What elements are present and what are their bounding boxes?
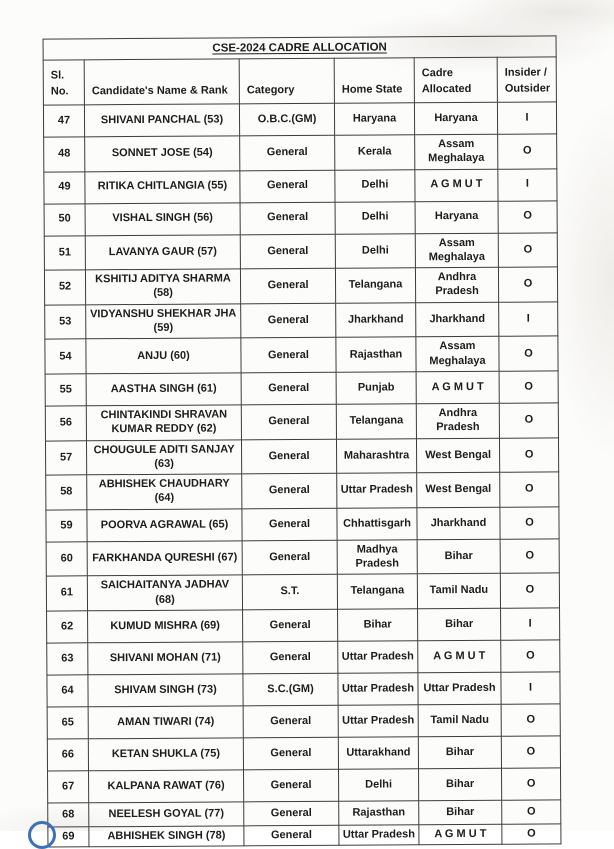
- cell-home-state: Jharkhand: [336, 303, 416, 338]
- cell-candidate-name: NEELESH GOYAL (77): [89, 802, 244, 827]
- cell-insider-outsider: O: [499, 336, 558, 371]
- cell-home-state: Uttar Pradesh: [338, 705, 418, 737]
- cell-candidate-name: KUMUD MISHRA (69): [88, 610, 243, 643]
- cell-candidate-name: AASTHA SINGH (61): [86, 373, 241, 406]
- cell-sl-no: 61: [46, 576, 87, 611]
- cell-insider-outsider: I: [499, 302, 558, 337]
- cell-candidate-name: ABHISHEK CHAUDHARY (64): [87, 474, 242, 510]
- table-row: [47, 736, 560, 771]
- table-row: [44, 201, 557, 236]
- cell-candidate-name: SONNET JOSE (54): [85, 136, 240, 172]
- cell-category: General: [242, 508, 337, 541]
- cell-home-state: Delhi: [335, 233, 415, 268]
- cell-category: General: [241, 439, 336, 474]
- cell-home-state: Uttar Pradesh: [339, 825, 419, 846]
- cell-cadre-allocated: Jharkhand: [416, 302, 499, 337]
- cell-candidate-name: KALPANA RAWAT (76): [89, 770, 244, 803]
- cell-candidate-name: CHOUGULE ADITI SANJAY (63): [86, 439, 241, 475]
- column-header-insider-outsider: Insider / Outsider: [497, 57, 556, 102]
- cell-insider-outsider: O: [498, 201, 557, 233]
- cell-home-state: Chhattisgarh: [337, 508, 417, 540]
- cell-insider-outsider: O: [501, 704, 560, 736]
- cell-home-state: Rajasthan: [339, 801, 419, 825]
- cell-sl-no: 58: [46, 475, 87, 510]
- cell-cadre-allocated: Assam Meghalaya: [415, 134, 498, 169]
- cell-category: General: [240, 135, 335, 170]
- cell-sl-no: 54: [45, 339, 86, 374]
- cell-cadre-allocated: Tamil Nadu: [418, 704, 501, 737]
- cell-sl-no: 62: [47, 611, 88, 643]
- cell-sl-no: 68: [48, 803, 89, 827]
- cell-cadre-allocated: A G M U T: [418, 640, 501, 673]
- cell-cadre-allocated: Assam Meghalaya: [416, 337, 499, 372]
- cell-sl-no: 51: [44, 235, 85, 270]
- cell-cadre-allocated: Andhra Pradesh: [416, 403, 499, 438]
- cell-insider-outsider: O: [500, 507, 559, 539]
- cell-insider-outsider: O: [498, 134, 557, 169]
- table-row: [43, 102, 556, 137]
- table-row: [44, 233, 557, 271]
- table-row: [45, 302, 558, 340]
- table-row: [47, 672, 560, 707]
- cell-category: General: [240, 170, 335, 203]
- cell-insider-outsider: O: [500, 539, 559, 574]
- cell-category: General: [243, 737, 338, 770]
- cell-category: General: [240, 234, 335, 269]
- cell-home-state: Uttar Pradesh: [338, 673, 418, 705]
- cell-insider-outsider: O: [498, 233, 557, 268]
- cell-candidate-name: SHIVANI PANCHAL (53): [84, 104, 239, 137]
- cell-candidate-name: POORVA AGRAWAL (65): [87, 509, 242, 542]
- cadre-allocation-table: [43, 35, 561, 847]
- cell-home-state: Punjab: [336, 372, 416, 404]
- cell-category: General: [240, 202, 335, 235]
- table-row: [46, 472, 559, 510]
- cell-home-state: Telangana: [337, 574, 417, 609]
- cell-category: General: [243, 609, 338, 642]
- cell-insider-outsider: O: [502, 800, 561, 824]
- cell-home-state: Delhi: [335, 201, 415, 233]
- cell-cadre-allocated: Jharkhand: [417, 507, 500, 540]
- cell-insider-outsider: O: [500, 573, 559, 608]
- table-row: [45, 371, 558, 406]
- cell-candidate-name: FARKHANDA QURESHI (67): [87, 541, 242, 577]
- cell-category: General: [240, 268, 335, 303]
- cell-insider-outsider: I: [501, 672, 560, 704]
- cell-category: General: [242, 473, 337, 508]
- cell-sl-no: 63: [47, 643, 88, 675]
- cell-home-state: Rajasthan: [336, 337, 416, 372]
- cell-category: General: [244, 825, 339, 846]
- cell-category: General: [241, 338, 336, 373]
- cell-cadre-allocated: A G M U T: [416, 371, 499, 404]
- cell-cadre-allocated: Andhra Pradesh: [415, 267, 498, 302]
- cell-cadre-allocated: West Bengal: [417, 472, 500, 507]
- cell-sl-no: 52: [44, 270, 85, 305]
- cell-home-state: Haryana: [334, 103, 414, 135]
- cell-sl-no: 56: [45, 406, 86, 441]
- cell-home-state: Telangana: [336, 404, 416, 439]
- table-row: [46, 573, 559, 611]
- cell-insider-outsider: O: [499, 403, 558, 438]
- cell-candidate-name: ANJU (60): [86, 338, 241, 374]
- cell-cadre-allocated: A G M U T: [419, 824, 502, 845]
- cell-cadre-allocated: A G M U T: [415, 169, 498, 202]
- cell-cadre-allocated: West Bengal: [416, 438, 499, 473]
- cell-home-state: Telangana: [335, 268, 415, 303]
- cell-sl-no: 64: [47, 675, 88, 707]
- cell-candidate-name: LAVANYA GAUR (57): [85, 234, 240, 270]
- table-row: [47, 640, 560, 675]
- cell-candidate-name: SAICHAITANYA JADHAV (68): [87, 575, 242, 611]
- cell-category: General: [243, 641, 338, 674]
- cell-cadre-allocated: Bihar: [417, 539, 500, 574]
- cell-sl-no: 69: [48, 827, 89, 848]
- cell-category: General: [243, 705, 338, 738]
- column-header-sl-no: Sl. No.: [43, 60, 84, 105]
- cell-candidate-name: AMAN TIWARI (74): [88, 706, 243, 739]
- cell-category: General: [244, 801, 339, 826]
- cell-cadre-allocated: Bihar: [418, 608, 501, 641]
- column-header-home-state: Home State: [334, 58, 414, 103]
- cell-sl-no: 50: [44, 203, 85, 235]
- table-row: [44, 169, 557, 204]
- table-row: [45, 403, 558, 441]
- partial-circle-logo-icon: [28, 821, 56, 849]
- cell-sl-no: 60: [46, 542, 87, 577]
- column-header-category: Category: [239, 58, 334, 104]
- cell-category: O.B.C.(GM): [239, 103, 334, 136]
- cell-sl-no: 67: [48, 771, 89, 803]
- cell-candidate-name: VIDYANSHU SHEKHAR JHA (59): [86, 304, 241, 340]
- table-row: [45, 437, 558, 475]
- cell-home-state: Kerala: [335, 135, 415, 170]
- table-row: [46, 507, 559, 542]
- cell-category: General: [242, 540, 337, 575]
- cell-category: General: [241, 303, 336, 338]
- cell-insider-outsider: O: [501, 736, 560, 768]
- table-row: [48, 768, 561, 803]
- cell-category: S.T.: [242, 575, 337, 610]
- table-row: [47, 704, 560, 739]
- cell-home-state: Bihar: [338, 609, 418, 641]
- cell-home-state: Madhya Pradesh: [337, 540, 417, 575]
- cell-cadre-allocated: Tamil Nadu: [417, 574, 500, 609]
- cell-insider-outsider: O: [500, 472, 559, 507]
- table-row: [44, 134, 557, 172]
- cell-insider-outsider: I: [498, 169, 557, 201]
- cell-candidate-name: SHIVAM SINGH (73): [88, 674, 243, 707]
- cell-cadre-allocated: Bihar: [419, 800, 502, 825]
- column-header-candidate-name-rank: Candidate's Name & Rank: [84, 59, 239, 105]
- cell-candidate-name: KETAN SHUKLA (75): [88, 738, 243, 771]
- header-row: [43, 57, 556, 105]
- cell-candidate-name: ABHISHEK SINGH (78): [89, 826, 244, 847]
- cell-insider-outsider: O: [502, 824, 561, 845]
- cell-sl-no: 53: [45, 305, 86, 340]
- table-row: [48, 800, 561, 827]
- cell-insider-outsider: O: [498, 267, 557, 302]
- cell-candidate-name: CHINTAKINDI SHRAVAN KUMAR REDDY (62): [86, 405, 241, 441]
- cell-home-state: Delhi: [335, 169, 415, 201]
- cell-home-state: Uttarakhand: [338, 737, 418, 769]
- cell-cadre-allocated: Bihar: [419, 768, 502, 801]
- table-row: [44, 267, 557, 305]
- cell-sl-no: 49: [44, 171, 85, 203]
- table-row: [45, 336, 558, 374]
- cell-cadre-allocated: Bihar: [418, 736, 501, 769]
- cell-cadre-allocated: Haryana: [415, 201, 498, 234]
- document-title: CSE-2024 CADRE ALLOCATION: [212, 40, 387, 55]
- cell-home-state: Uttar Pradesh: [337, 473, 417, 508]
- cell-category: General: [241, 372, 336, 405]
- table-row: [48, 824, 561, 847]
- cell-sl-no: 47: [43, 105, 84, 137]
- cell-sl-no: 55: [45, 374, 86, 406]
- cell-candidate-name: KSHITIJ ADITYA SHARMA (58): [85, 269, 240, 305]
- cell-insider-outsider: O: [499, 371, 558, 403]
- cell-cadre-allocated: Uttar Pradesh: [418, 672, 501, 705]
- cell-candidate-name: VISHAL SINGH (56): [85, 202, 240, 235]
- cadre-allocation-table-grid: [43, 35, 562, 847]
- cell-sl-no: 48: [44, 137, 85, 172]
- cell-sl-no: 66: [47, 739, 88, 771]
- table-row: [47, 608, 560, 643]
- cell-candidate-name: SHIVANI MOHAN (71): [88, 642, 243, 675]
- cell-home-state: Uttar Pradesh: [338, 641, 418, 673]
- cell-home-state: Maharashtra: [336, 438, 416, 473]
- cell-category: General: [244, 769, 339, 802]
- cell-sl-no: 59: [46, 510, 87, 542]
- cell-insider-outsider: O: [501, 768, 560, 800]
- table-row: [46, 539, 559, 577]
- cell-insider-outsider: O: [499, 437, 558, 472]
- cell-insider-outsider: O: [501, 640, 560, 672]
- cell-insider-outsider: I: [497, 102, 556, 134]
- cell-cadre-allocated: Haryana: [414, 102, 497, 135]
- cell-sl-no: 57: [45, 440, 86, 475]
- cell-cadre-allocated: Assam Meghalaya: [415, 233, 498, 268]
- cell-insider-outsider: I: [501, 608, 560, 640]
- cell-sl-no: 65: [47, 707, 88, 739]
- cell-category: S.C.(GM): [243, 673, 338, 706]
- column-header-cadre-allocated: Cadre Allocated: [414, 57, 497, 103]
- cell-category: General: [241, 404, 336, 439]
- cell-home-state: Delhi: [339, 769, 419, 801]
- cell-candidate-name: RITIKA CHITLANGIA (55): [85, 170, 240, 203]
